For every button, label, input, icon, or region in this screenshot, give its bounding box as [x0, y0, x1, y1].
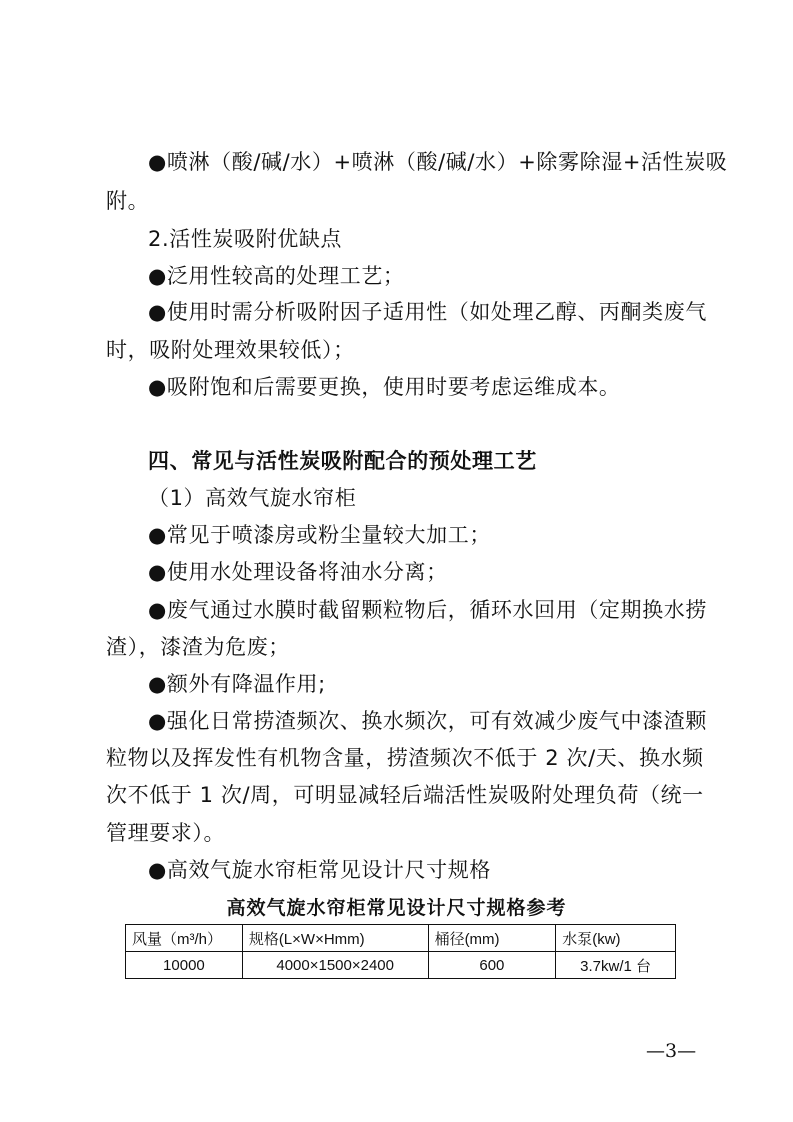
text-line: ●高效气旋水帘柜常见设计尺寸规格	[148, 858, 491, 882]
table-row	[126, 952, 676, 979]
table-cell: 3.7kw/1 台	[556, 952, 676, 979]
subsection-heading: （1）高效气旋水帘柜	[148, 486, 357, 510]
page-number: —3—	[646, 1040, 697, 1062]
text-line: ●吸附饱和后需要更换，使用时要考虑运维成本。	[148, 375, 621, 399]
spec-table	[125, 924, 676, 979]
text-line: ●使用水处理设备将油水分离；	[148, 560, 448, 584]
text-line: 渣），漆渣为危废；	[106, 635, 290, 659]
text-line: 次不低于 1 次/周，可明显减轻后端活性炭吸附处理负荷（统一	[106, 783, 704, 807]
text-line: ●额外有降温作用;	[148, 672, 326, 696]
text-line: 2.活性炭吸附优缺点	[148, 227, 343, 251]
table-header-cell: 风量（m³/h）	[126, 925, 243, 952]
table-title: 高效气旋水帘柜常见设计尺寸规格参考	[226, 897, 567, 919]
text-line: 粒物以及挥发性有机物含量，捞渣频次不低于 2 次/天、换水频	[106, 746, 704, 770]
text-line: ●常见于喷漆房或粉尘量较大加工；	[148, 523, 491, 547]
text-line: 时，吸附处理效果较低）；	[106, 338, 355, 362]
table-header-cell: 规格(L×W×Hmm)	[242, 925, 428, 952]
table-header-cell: 桶径(mm)	[428, 925, 556, 952]
section-heading: 四、常见与活性炭吸附配合的预处理工艺	[148, 449, 537, 473]
table-header-row	[126, 925, 676, 952]
text-line: ●强化日常捞渣频次、换水频次，可有效减少废气中漆渣颗	[148, 709, 707, 733]
table-cell: 10000	[126, 952, 243, 979]
table-header-cell: 水泵(kw)	[556, 925, 676, 952]
text-line: 附。	[106, 189, 150, 213]
text-line: 管理要求）。	[106, 821, 226, 845]
text-line: ●喷淋（酸/碱/水）+喷淋（酸/碱/水）+除雾除湿+活性炭吸	[148, 150, 728, 174]
table-cell: 600	[428, 952, 556, 979]
table-cell: 4000×1500×2400	[242, 952, 428, 979]
text-line: ●使用时需分析吸附因子适用性（如处理乙醇、丙酮类废气	[148, 300, 707, 324]
text-line: ●废气通过水膜时截留颗粒物后，循环水回用（定期换水捞	[148, 598, 707, 622]
text-line: ●泛用性较高的处理工艺；	[148, 264, 405, 288]
